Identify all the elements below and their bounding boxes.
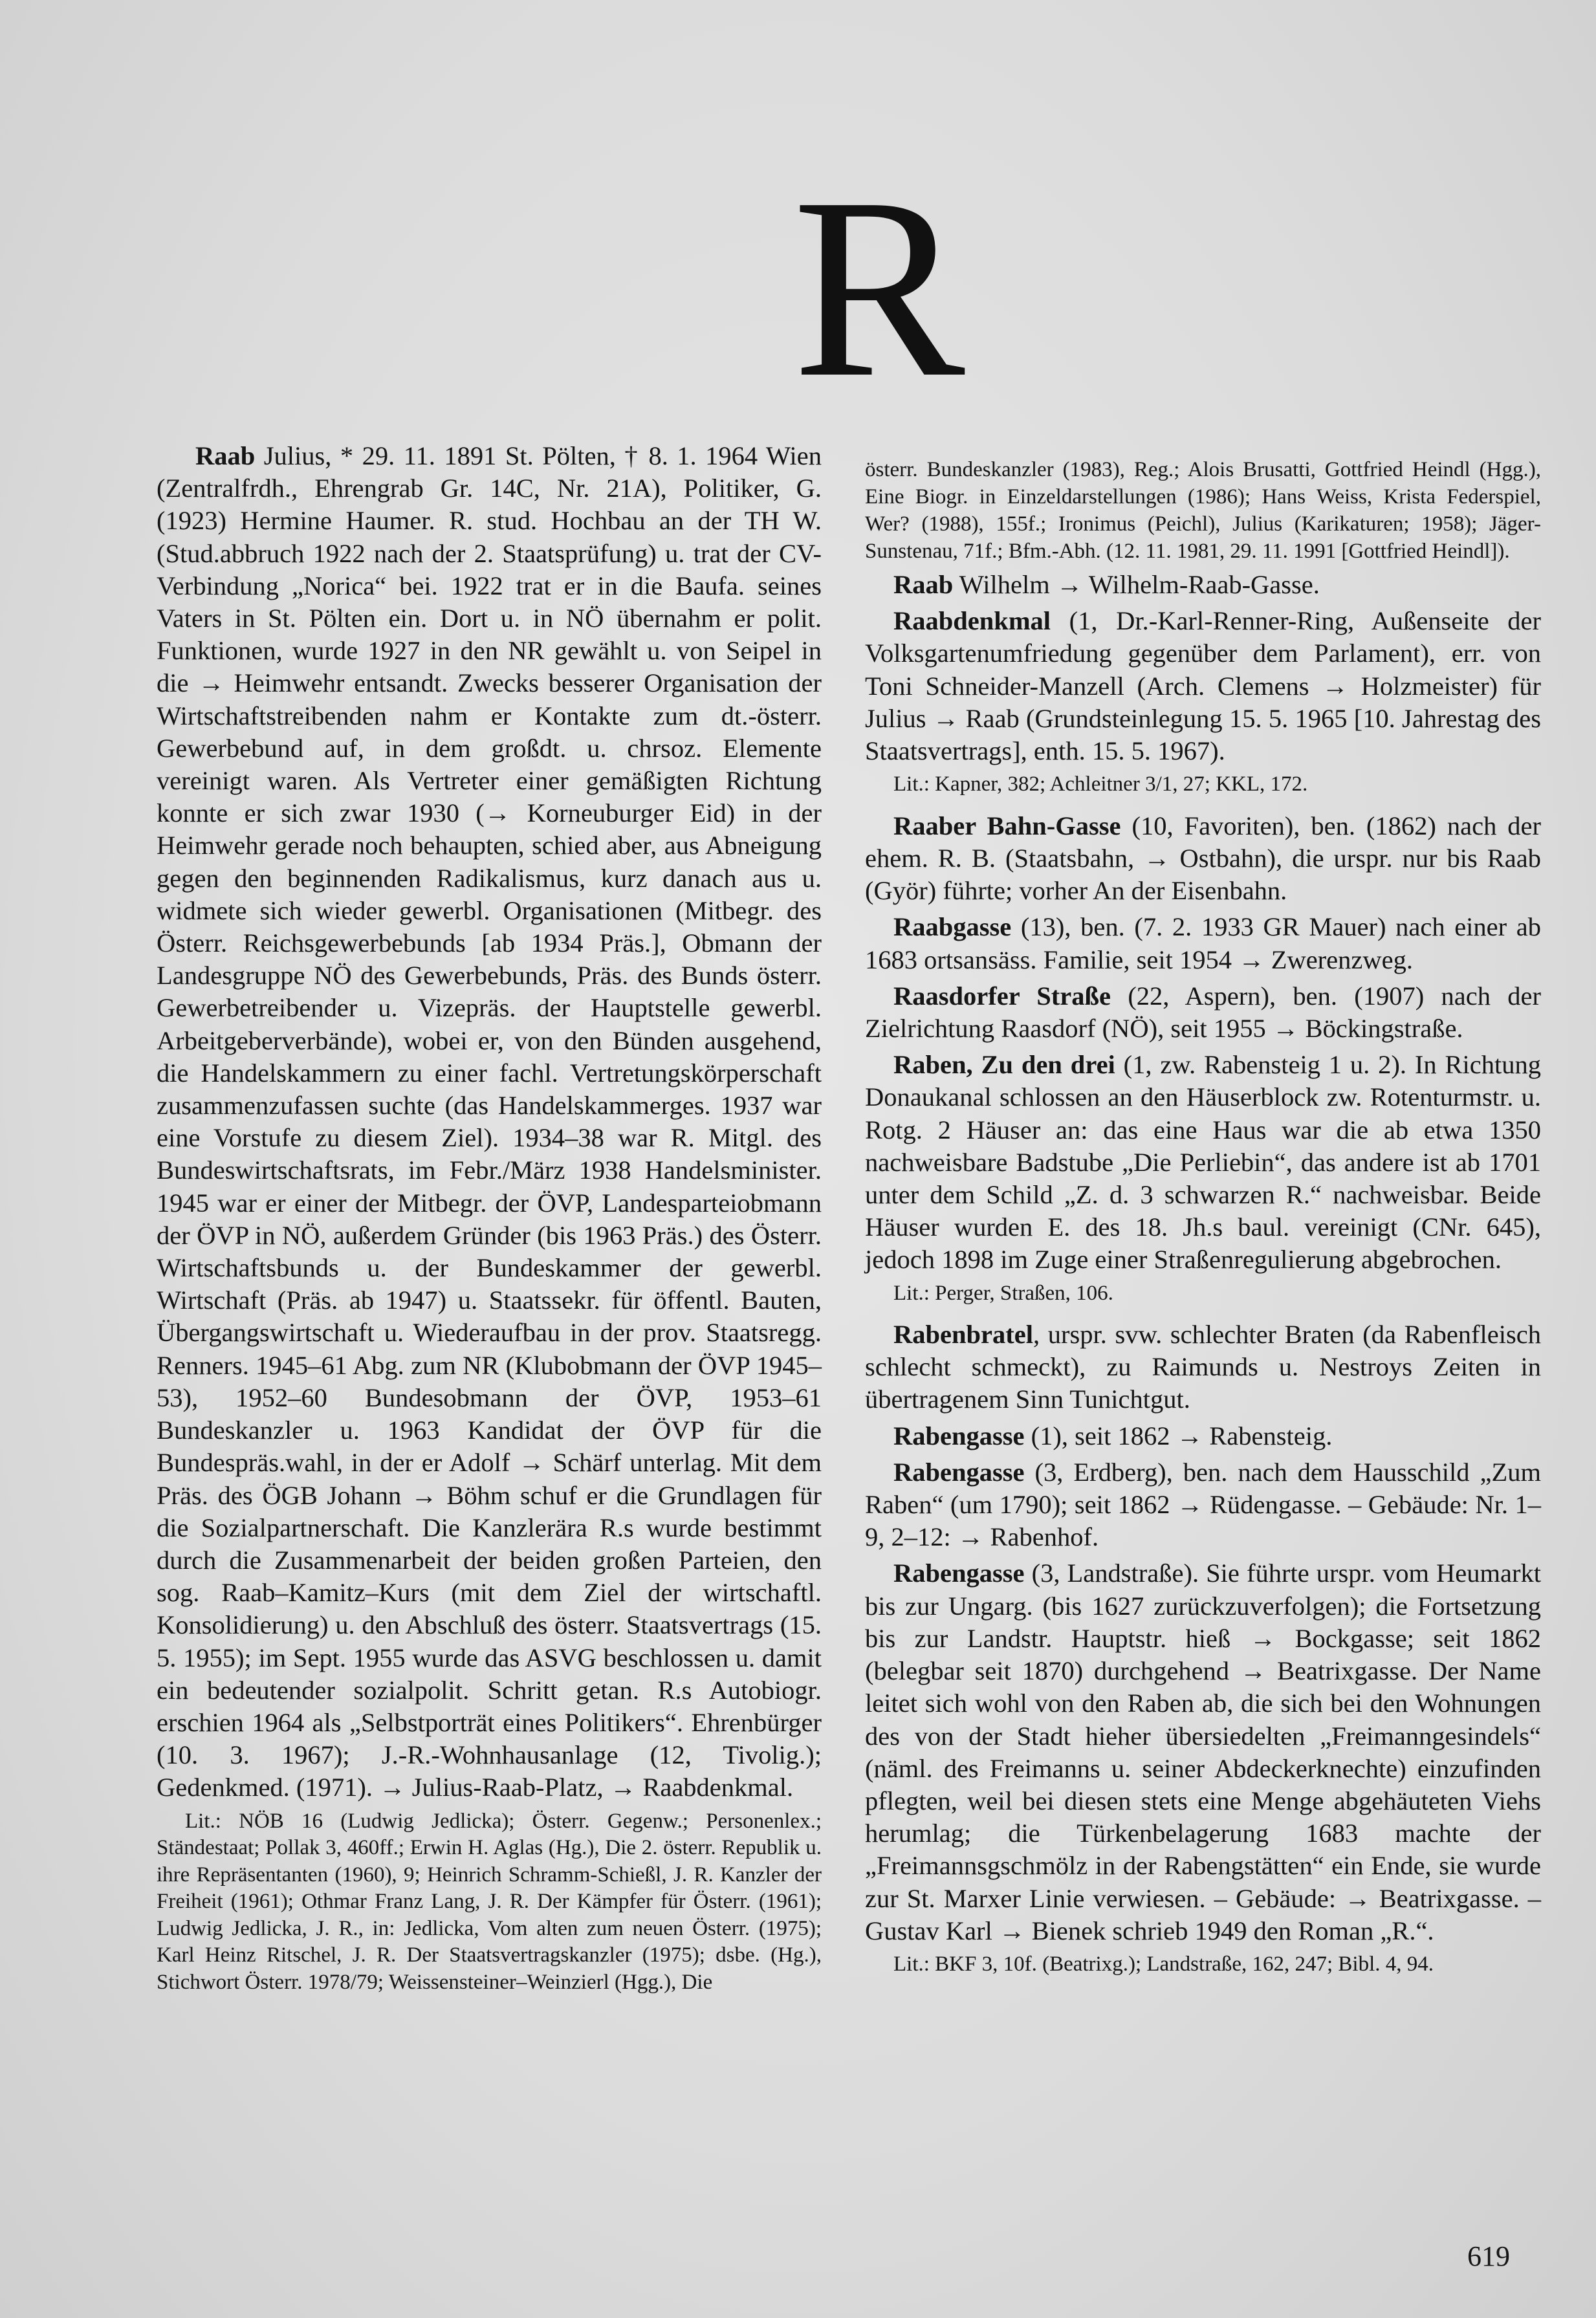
entry-head: Raab	[195, 441, 256, 470]
dictionary-entry	[865, 810, 1541, 908]
section-letter: R	[793, 144, 965, 431]
entry-body: (1), seit 1862 → Rabensteig.	[1024, 1421, 1333, 1450]
dictionary-entry	[865, 1557, 1541, 1947]
dictionary-entry	[865, 1456, 1541, 1554]
dictionary-entry	[865, 980, 1541, 1045]
entry-body: (1, Dr.-Karl-Renner-Ring, Außenseite der Volksgartenumfriedung gegenüber dem Parlament), err. von Toni Schneider-Manzell (Arch. Clemens → Holzmeister) für Julius → Raab (Grundsteinlegung 15. 5. 1965 [10. Jahrestag des Staatsvertrags], enth. 15. 5. 1967).	[865, 606, 1541, 766]
literature-continuation: österr. Bundeskanzler (1983), Reg.; Alois Brusatti, Gottfried Heindl (Hgg.), Eine Biogr. in Einzeldarstellungen (1986); Hans Weiss, Krista Federspiel, Wer? (1988), 155f.; Ironimus (Peichl), Julius (Karikaturen; 1958); Jäger-Sunstenau, 71f.; Bfm.-Abh. (12. 11. 1981, 29. 11. 1991 [Gottfried Heindl]).	[865, 458, 1541, 563]
entry-head: Raben, Zu den drei	[893, 1050, 1115, 1080]
dictionary-entry	[865, 1049, 1541, 1276]
dictionary-entry	[865, 911, 1541, 976]
entry-body: (10, Favoriten), ben. (1862) nach der ehem. R. B. (Staatsbahn, → Ostbahn), die urspr. nur bis Raab (Györ) führte; vorher An der Eisenbahn.	[865, 811, 1541, 906]
dictionary-entry	[865, 569, 1541, 601]
entry-body: (1, zw. Rabensteig 1 u. 2). In Richtung Donaukanal schlossen an den Häuserblock zw. Rotenturmstr. u. Rotg. 2 Häuser an: das eine Haus war die ab etwa 1350 nachweisbare Badstube „Die Perliebin“, das andere ist ab 1701 unter dem Schild „Z. d. 3 schwarzen R.“ nachweisbar. Beide Häuser wurden E. des 18. Jh.s baul. vereinigt (CNr. 645), jedoch 1898 im Zuge einer Straßenregulierung abgebrochen.	[865, 1050, 1541, 1274]
entry-head: Rabenbratel	[893, 1320, 1033, 1350]
entry-head: Raabdenkmal	[893, 606, 1051, 636]
entry-head: Raasdorfer Straße	[893, 981, 1111, 1011]
entry-list	[865, 569, 1541, 1978]
entry-literature: Lit.: NÖB 16 (Ludwig Jedlicka); Österr. Gegenw.; Personenlex.; Ständestaat; Pollak 3, 460ff.; Erwin H. Aglas (Hg.), Die 2. österr. Republik u. ihre Repräsentanten (1960), 9; Heinrich Schramm-Schießl, J. R. Kanzler der Freiheit (1961); Othmar Franz Lang, J. R. Der Kämpfer für Österr. (1961); Ludwig Jedlicka, J. R., in: Jedlicka, Vom alten zum neuen Österr. (1975); Karl Heinz Ritschel, J. R. Der Staatsvertragskanzler (1975); dsbe. (Hg.), Stichwort Österr. 1978/79; Weissensteiner–Weinzierl (Hgg.), Die	[157, 1809, 822, 1994]
entry-head: Rabengasse	[893, 1457, 1025, 1487]
entry-body: (3, Erdberg), ben. nach dem Hausschild „Zum Raben“ (um 1790); seit 1862 → Rüdengasse. – Gebäude: Nr. 1–9, 2–12: → Rabenhof.	[865, 1457, 1541, 1552]
entry-head: Raab	[893, 570, 954, 599]
entry-head: Rabengasse	[893, 1558, 1025, 1588]
left-column	[157, 440, 822, 2007]
entry-literature: Lit.: Kapner, 382; Achleitner 3/1, 27; KKL, 172.	[893, 772, 1308, 796]
entry-head: Raaber Bahn-Gasse	[893, 811, 1121, 840]
dictionary-entry	[865, 605, 1541, 767]
entry-literature: Lit.: BKF 3, 10f. (Beatrixg.); Landstraße, 162, 247; Bibl. 4, 94.	[893, 1952, 1434, 1976]
entry-body: Julius, * 29. 11. 1891 St. Pölten, † 8. 1. 1964 Wien (Zentralfrdh., Ehrengrab Gr. 14C, Nr. 21A), Politiker, G. (1923) Hermine Haumer. R. stud. Hochbau an der TH W. (Stud.abbruch 1922 nach der 2. Staatsprüfung) u. trat der CV-Verbindung „Norica“ bei. 1922 trat er in die Baufa. seines Vaters in St. Pölten ein. Dort u. in NÖ übernahm er polit. Funktionen, wurde 1927 in den NR gewählt u. von Seipel in die → Heimwehr entsandt. Zwecks besserer Organisation der Wirtschaftstreibenden nahm er Kontakte zum dt.-österr. Gewerbebund auf, in dem großdt. u. chrsoz. Elemente vereinigt waren. Als Vertreter einer gemäßigten Richtung konnte er sich zwar 1930 (→ Korneuburger Eid) in der Heimwehr gerade noch behaupten, schied aber, aus Abneigung gegen den beginnenden Radikalismus, kurz danach aus u. widmete sich wieder gewerbl. Organisationen (Mitbegr. des Österr. Reichsgewerbebunds [ab 1934 Präs.], Obmann der Landesgruppe NÖ des Gewerbebunds, Präs. des Bunds österr. Gewerbetreibender u. Vizepräs. der Hauptstelle gewerbl. Arbeitgeberverbände), wobei er, von den Bünden ausgehend, die Handelskammern zu einer fachl. Vertretungskörperschaft zusammenzufassen suchte (das Handelskammerges. 1937 war eine Vorstufe zu diesem Ziel). 1934–38 war R. Mitgl. des Bundeswirtschaftsrats, im Febr./März 1938 Handelsminister. 1945 war er einer der Mitbegr. der ÖVP, Landesparteiobmann der ÖVP in NÖ, außerdem Gründer (bis 1963 Präs.) des Österr. Wirtschaftsbunds u. der Bundeskammer der gewerbl. Wirtschaft (Präs. ab 1947) u. Staatssekr. für öffentl. Bauten, Übergangswirtschaft u. Wiederaufbau in der prov. Staatsregg. Renners. 1945–61 Abg. zum NR (Klubobmann der ÖVP 1945–53), 1952–60 Bundesobmann der ÖVP, 1953–61 Bundeskanzler u. 1963 Kandidat der ÖVP für die Bundespräs.wahl, in der er Adolf → Schärf unterlag. Mit dem Präs. des ÖGB Johann → Böhm schuf er die Grundlagen für die Sozialpartnerschaft. Die Kanzlerära R.s wurde bestimmt durch die Zusammenarbeit der beiden großen Parteien, den sog. Raab–Kamitz–Kurs (mit dem Ziel der wirtschaftl. Konsolidierung) u. den Abschluß des österr. Staatsvertrags (15. 5. 1955); im Sept. 1955 wurde das ASVG beschlossen u. damit ein bedeutender sozialpolit. Schritt getan. R.s Autobiogr. erschien 1964 als „Selbstporträt eines Politikers“. Ehrenbürger (10. 3. 1967); J.-R.-Wohnhausanlage (12, Tivolig.); Gedenkmed. (1971). → Julius-Raab-Platz, → Raabdenkmal.	[157, 441, 822, 1802]
dictionary-entry	[865, 1420, 1541, 1452]
entry-body: (13), ben. (7. 2. 1933 GR Mauer) nach einer ab 1683 ortsansäss. Familie, seit 1954 → Zwerenzweg.	[865, 912, 1541, 974]
entry-literature: Lit.: Perger, Straßen, 106.	[893, 1281, 1113, 1305]
entry-raab-julius	[157, 440, 822, 1804]
entry-head: Rabengasse	[893, 1421, 1025, 1450]
entry-body: , urspr. svw. schlechter Braten (da Rabenfleisch schlecht schmeckt), zu Raimunds u. Nestroys Zeiten in übertragenem Sinn Tunichtgut.	[865, 1320, 1541, 1414]
entry-body: (3, Landstraße). Sie führte urspr. vom Heumarkt bis zur Ungarg. (bis 1627 zurückzuverfolgen); die Fortsetzung bis zur Landstr. Hauptstr. hieß → Bockgasse; seit 1862 (belegbar seit 1870) durchgehend → Beatrixgasse. Der Name leitet sich wohl von den Raben ab, die sich bei den Wohnungen des von der Stadt hieher übersiedelten „Freimanngesindels“ (näml. des Freimanns u. seiner Abdeckerknechte) einzufinden pflegten, weil bei diesen stets eine Menge abgehäuteten Viehs herumlag; die Türkenbelagerung 1683 machte der „Freimannsgschmölz in der Rabengstätten“ ein Ende, sie wurde zur St. Marxer Linie verwiesen. – Gebäude: → Beatrixgasse. – Gustav Karl → Bienek schrieb 1949 den Roman „R.“.	[865, 1558, 1541, 1945]
page-number: 619	[1467, 2240, 1510, 2272]
entry-body: Wilhelm → Wilhelm-Raab-Gasse.	[953, 570, 1320, 599]
right-column	[865, 456, 1541, 1989]
entry-head: Raabgasse	[893, 912, 1012, 942]
entry-body: (22, Aspern), ben. (1907) nach der Zielrichtung Raasdorf (NÖ), seit 1955 → Böckingstraße.	[865, 981, 1542, 1043]
dictionary-entry	[865, 1318, 1541, 1416]
